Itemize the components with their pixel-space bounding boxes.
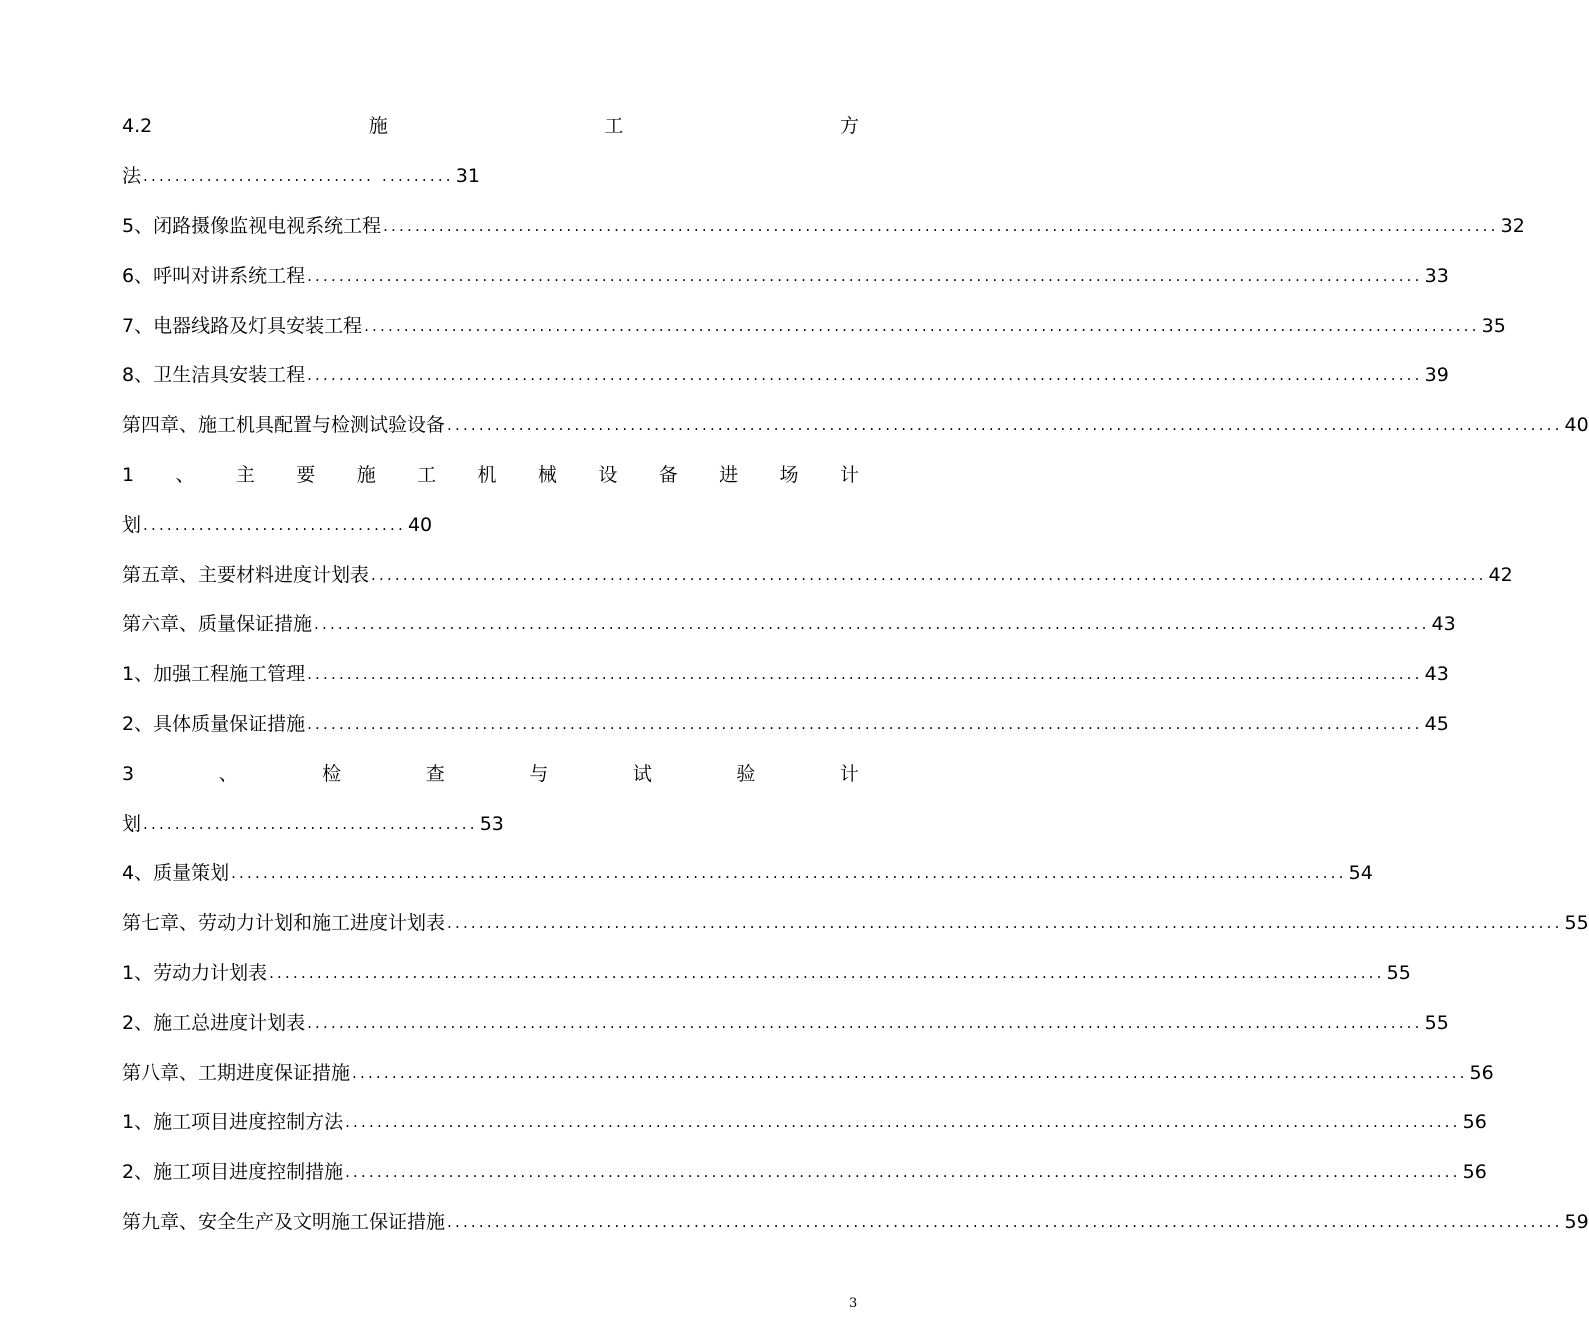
toc-line	[122, 600, 1456, 650]
toc-entry[interactable]	[122, 812, 504, 835]
toc-page-number: 56	[1462, 1161, 1487, 1184]
toc-line	[122, 500, 859, 550]
toc-title-char: 4.2	[122, 115, 153, 138]
toc-title-char: 、	[218, 762, 238, 785]
toc-entry[interactable]	[122, 414, 1589, 437]
toc-entry-title: 6、呼叫对讲系统工程	[122, 264, 306, 287]
toc-entry-title: 4、质量策划	[122, 862, 230, 885]
toc-entry-title: 8、卫生洁具安装工程	[122, 364, 306, 387]
toc-page-number: 54	[1348, 862, 1373, 885]
dot-leader: ............................................................................................................................................	[383, 216, 1499, 235]
toc-page-number: 56	[1469, 1061, 1494, 1084]
toc-title-char: 检	[322, 762, 342, 785]
dot-leader: ............................................................................................................................................	[314, 615, 1430, 634]
toc-title-char: 要	[296, 463, 316, 486]
toc-entry-title: 7、电器线路及灯具安装工程	[122, 314, 363, 337]
page-number: 3	[849, 1296, 858, 1311]
toc-title-char: 机	[477, 463, 497, 486]
toc-entry[interactable]	[122, 1111, 1487, 1134]
toc-line	[122, 1148, 1487, 1198]
toc-title-char: 、	[175, 463, 195, 486]
toc-entry[interactable]	[122, 314, 1506, 337]
toc-entry-title: 划	[122, 513, 142, 536]
toc-line	[122, 301, 1506, 351]
toc-line	[122, 1198, 1589, 1248]
toc-entry[interactable]	[122, 712, 1449, 735]
dot-leader: ............................................................................................................................................	[447, 416, 1563, 435]
toc-title-char: 工	[417, 463, 437, 486]
dot-leader: ............................................................................................................................................	[231, 864, 1347, 883]
toc-entry-title: 2、具体质量保证措施	[122, 712, 306, 735]
toc-entry-title: 第四章、施工机具配置与检测试验设备	[122, 414, 446, 437]
toc-page-number: 40	[407, 513, 433, 536]
toc-line	[122, 451, 859, 501]
toc-entry-title: 第八章、工期进度保证措施	[122, 1061, 351, 1084]
toc-entry-title: 划	[122, 812, 142, 835]
toc-title-char: 与	[529, 762, 549, 785]
toc-entry[interactable]	[122, 961, 1411, 984]
table-of-contents	[122, 102, 1589, 1247]
dot-leader: ..........................................	[143, 814, 478, 833]
toc-entry-title: 2、施工项目进度控制措施	[122, 1161, 344, 1184]
dot-leader: ............................. .........	[143, 167, 454, 186]
dot-leader: ............................................................................................................................................	[269, 963, 1385, 982]
toc-entry[interactable]	[122, 513, 433, 536]
dot-leader: ............................................................................................................................................	[345, 1113, 1461, 1132]
dot-leader: ............................................................................................................................................	[307, 665, 1423, 684]
toc-title-char: 备	[658, 463, 678, 486]
dot-leader: ............................................................................................................................................	[352, 1063, 1468, 1082]
toc-line	[122, 202, 1525, 252]
toc-title-char: 计	[839, 762, 859, 785]
toc-page-number: 32	[1500, 214, 1525, 237]
toc-line	[122, 799, 859, 849]
toc-entry-title: 第九章、安全生产及文明施工保证措施	[122, 1210, 446, 1233]
toc-page-number: 56	[1462, 1111, 1487, 1134]
toc-page-number: 53	[479, 812, 504, 835]
toc-line	[122, 849, 1373, 899]
toc-entry-title: 5、闭路摄像监视电视系统工程	[122, 214, 382, 237]
toc-entry-title: 1、施工项目进度控制方法	[122, 1111, 344, 1134]
toc-line	[122, 998, 1449, 1048]
toc-entry[interactable]	[122, 167, 480, 186]
toc-spread-title	[122, 117, 859, 136]
toc-entry-title: 第五章、主要材料进度计划表	[122, 563, 370, 586]
dot-leader: .................................	[143, 515, 406, 534]
toc-title-char: 进	[719, 463, 739, 486]
toc-page-number: 55	[1424, 1011, 1449, 1034]
toc-entry[interactable]	[122, 862, 1373, 885]
toc-title-char: 施	[356, 463, 376, 486]
toc-title-char: 方	[839, 115, 859, 138]
toc-entry-title: 法	[122, 165, 142, 188]
dot-leader: ............................................................................................................................................	[371, 565, 1487, 584]
toc-entry[interactable]	[122, 1210, 1589, 1233]
toc-entry[interactable]	[122, 663, 1449, 686]
toc-line	[122, 401, 1589, 451]
dot-leader: ............................................................................................................................................	[307, 266, 1423, 285]
toc-title-char: 试	[632, 762, 652, 785]
toc-entry[interactable]	[122, 563, 1513, 586]
toc-page-number: 43	[1431, 613, 1456, 636]
toc-spread-title	[122, 762, 859, 785]
toc-line	[122, 1098, 1487, 1148]
dot-leader: ............................................................................................................................................	[307, 714, 1423, 733]
dot-leader: ............................................................................................................................................	[307, 1013, 1423, 1032]
dot-leader: ............................................................................................................................................	[345, 1163, 1461, 1182]
toc-title-char: 工	[604, 115, 624, 138]
toc-entry-title: 第七章、劳动力计划和施工进度计划表	[122, 912, 446, 935]
toc-title-char: 施	[368, 115, 388, 138]
toc-entry[interactable]	[122, 1061, 1494, 1084]
toc-entry[interactable]	[122, 1011, 1449, 1034]
toc-line	[122, 949, 1411, 999]
toc-spread-title	[122, 463, 859, 486]
toc-line	[122, 351, 1449, 401]
toc-line	[122, 251, 1449, 301]
toc-page-number: 55	[1564, 912, 1589, 935]
toc-title-char: 计	[839, 463, 859, 486]
toc-page-number: 40	[1564, 414, 1589, 437]
toc-line	[122, 1048, 1494, 1098]
toc-page-number: 35	[1481, 314, 1506, 337]
dot-leader: ............................................................................................................................................	[447, 1212, 1563, 1231]
toc-entry-title: 1、劳动力计划表	[122, 961, 268, 984]
toc-entry[interactable]	[122, 364, 1449, 387]
toc-title-char: 设	[598, 463, 618, 486]
toc-line	[122, 749, 859, 799]
toc-line	[122, 700, 1449, 750]
toc-title-char: 主	[235, 463, 255, 486]
toc-page-number: 45	[1424, 712, 1449, 735]
toc-title-char: 3	[122, 762, 135, 785]
toc-page-number: 55	[1386, 961, 1411, 984]
toc-entry-title: 1、加强工程施工管理	[122, 663, 306, 686]
toc-title-char: 场	[779, 463, 799, 486]
toc-page-number: 33	[1424, 264, 1449, 287]
toc-title-char: 1	[122, 463, 135, 486]
toc-entry-title: 2、施工总进度计划表	[122, 1011, 306, 1034]
dot-leader: ............................................................................................................................................	[447, 914, 1563, 933]
toc-line	[122, 650, 1449, 700]
toc-line	[122, 550, 1513, 600]
toc-entry[interactable]	[122, 912, 1589, 935]
toc-entry[interactable]	[122, 613, 1456, 636]
dot-leader: ............................................................................................................................................	[307, 366, 1423, 385]
toc-line	[122, 102, 859, 152]
toc-title-char: 查	[425, 762, 445, 785]
toc-page-number: 39	[1424, 364, 1449, 387]
toc-entry[interactable]	[122, 214, 1525, 237]
toc-page-number: 59	[1564, 1210, 1589, 1233]
toc-entry[interactable]	[122, 264, 1449, 287]
toc-entry[interactable]	[122, 1161, 1487, 1184]
toc-title-char: 验	[736, 762, 756, 785]
toc-title-char: 械	[537, 463, 557, 486]
toc-page-number: 43	[1424, 663, 1449, 686]
toc-line	[122, 152, 859, 202]
dot-leader: ............................................................................................................................................	[364, 316, 1480, 335]
toc-line	[122, 899, 1589, 949]
toc-entry-title: 第六章、质量保证措施	[122, 613, 313, 636]
toc-page-number: 42	[1488, 563, 1513, 586]
toc-page-number: 31	[455, 165, 480, 188]
